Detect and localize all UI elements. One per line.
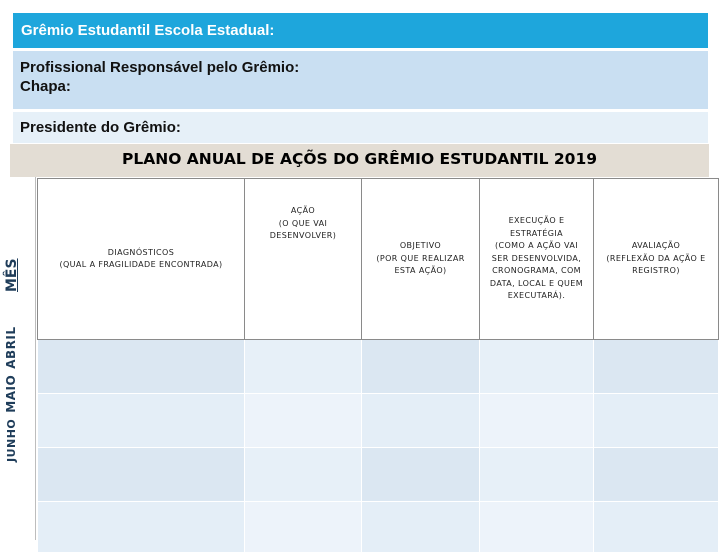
table-cell[interactable] [594,502,719,553]
table-row [38,340,719,394]
responsible-label: Profissional Responsável pelo Grêmio: [20,59,300,76]
table-cell[interactable] [38,448,245,502]
table-cell[interactable] [480,340,594,394]
month-june: JUNHO [5,418,18,462]
table-cell[interactable] [245,502,362,553]
responsible-header-row [12,50,709,110]
table-cell[interactable] [245,448,362,502]
action-plan-table [37,178,719,553]
table-header-row [38,179,719,340]
president-label: Presidente do Grêmio: [20,119,181,136]
col-action-header: AÇÃO (O QUE VAI DESENVOLVER) [245,179,362,340]
month-list [4,327,18,463]
table-cell[interactable] [245,394,362,448]
plan-title-bar [10,144,709,177]
president-header-row [12,111,709,144]
table-cell[interactable] [362,448,480,502]
table-cell[interactable] [480,394,594,448]
table-cell[interactable] [362,502,480,553]
table-cell[interactable] [245,340,362,394]
slate-label: Chapa: [20,78,71,95]
month-may: MAIO [4,374,18,413]
col-objective-header: OBJETIVO (POR QUE REALIZAR ESTA AÇÃO) [362,179,480,340]
table-cell[interactable] [362,394,480,448]
table-cell[interactable] [38,502,245,553]
table-row [38,394,719,448]
school-header-row [12,12,709,49]
table-cell[interactable] [480,448,594,502]
table-row [38,502,719,553]
table-cell[interactable] [480,502,594,553]
col-evaluation-header: AVALIAÇÃO (REFLEXÃO DA AÇÃO E REGISTRO) [594,179,719,340]
month-april: ABRIL [4,326,18,369]
table-cell[interactable] [594,448,719,502]
table-row [38,448,719,502]
table-cell[interactable] [362,340,480,394]
table-cell[interactable] [38,340,245,394]
month-header: MÊS [4,258,20,292]
table-cell[interactable] [594,394,719,448]
plan-title: PLANO ANUAL DE AÇÕS DO GRÊMIO ESTUDANTIL 2019 [121,150,598,168]
col-diagnostics-header: DIAGNÓSTICOS (QUAL A FRAGILIDADE ENCONTRADA) [38,179,245,340]
school-label: Grêmio Estudantil Escola Estadual: [21,22,275,39]
col-execution-header: EXECUÇÃO E ESTRATÉGIA (COMO A AÇÃO VAI SER DESENVOLVIDA, CRONOGRAMA, COM DATA, LOCAL E QUEM EXECUTARÁ). [480,179,594,340]
table-cell[interactable] [594,340,719,394]
table-cell[interactable] [38,394,245,448]
